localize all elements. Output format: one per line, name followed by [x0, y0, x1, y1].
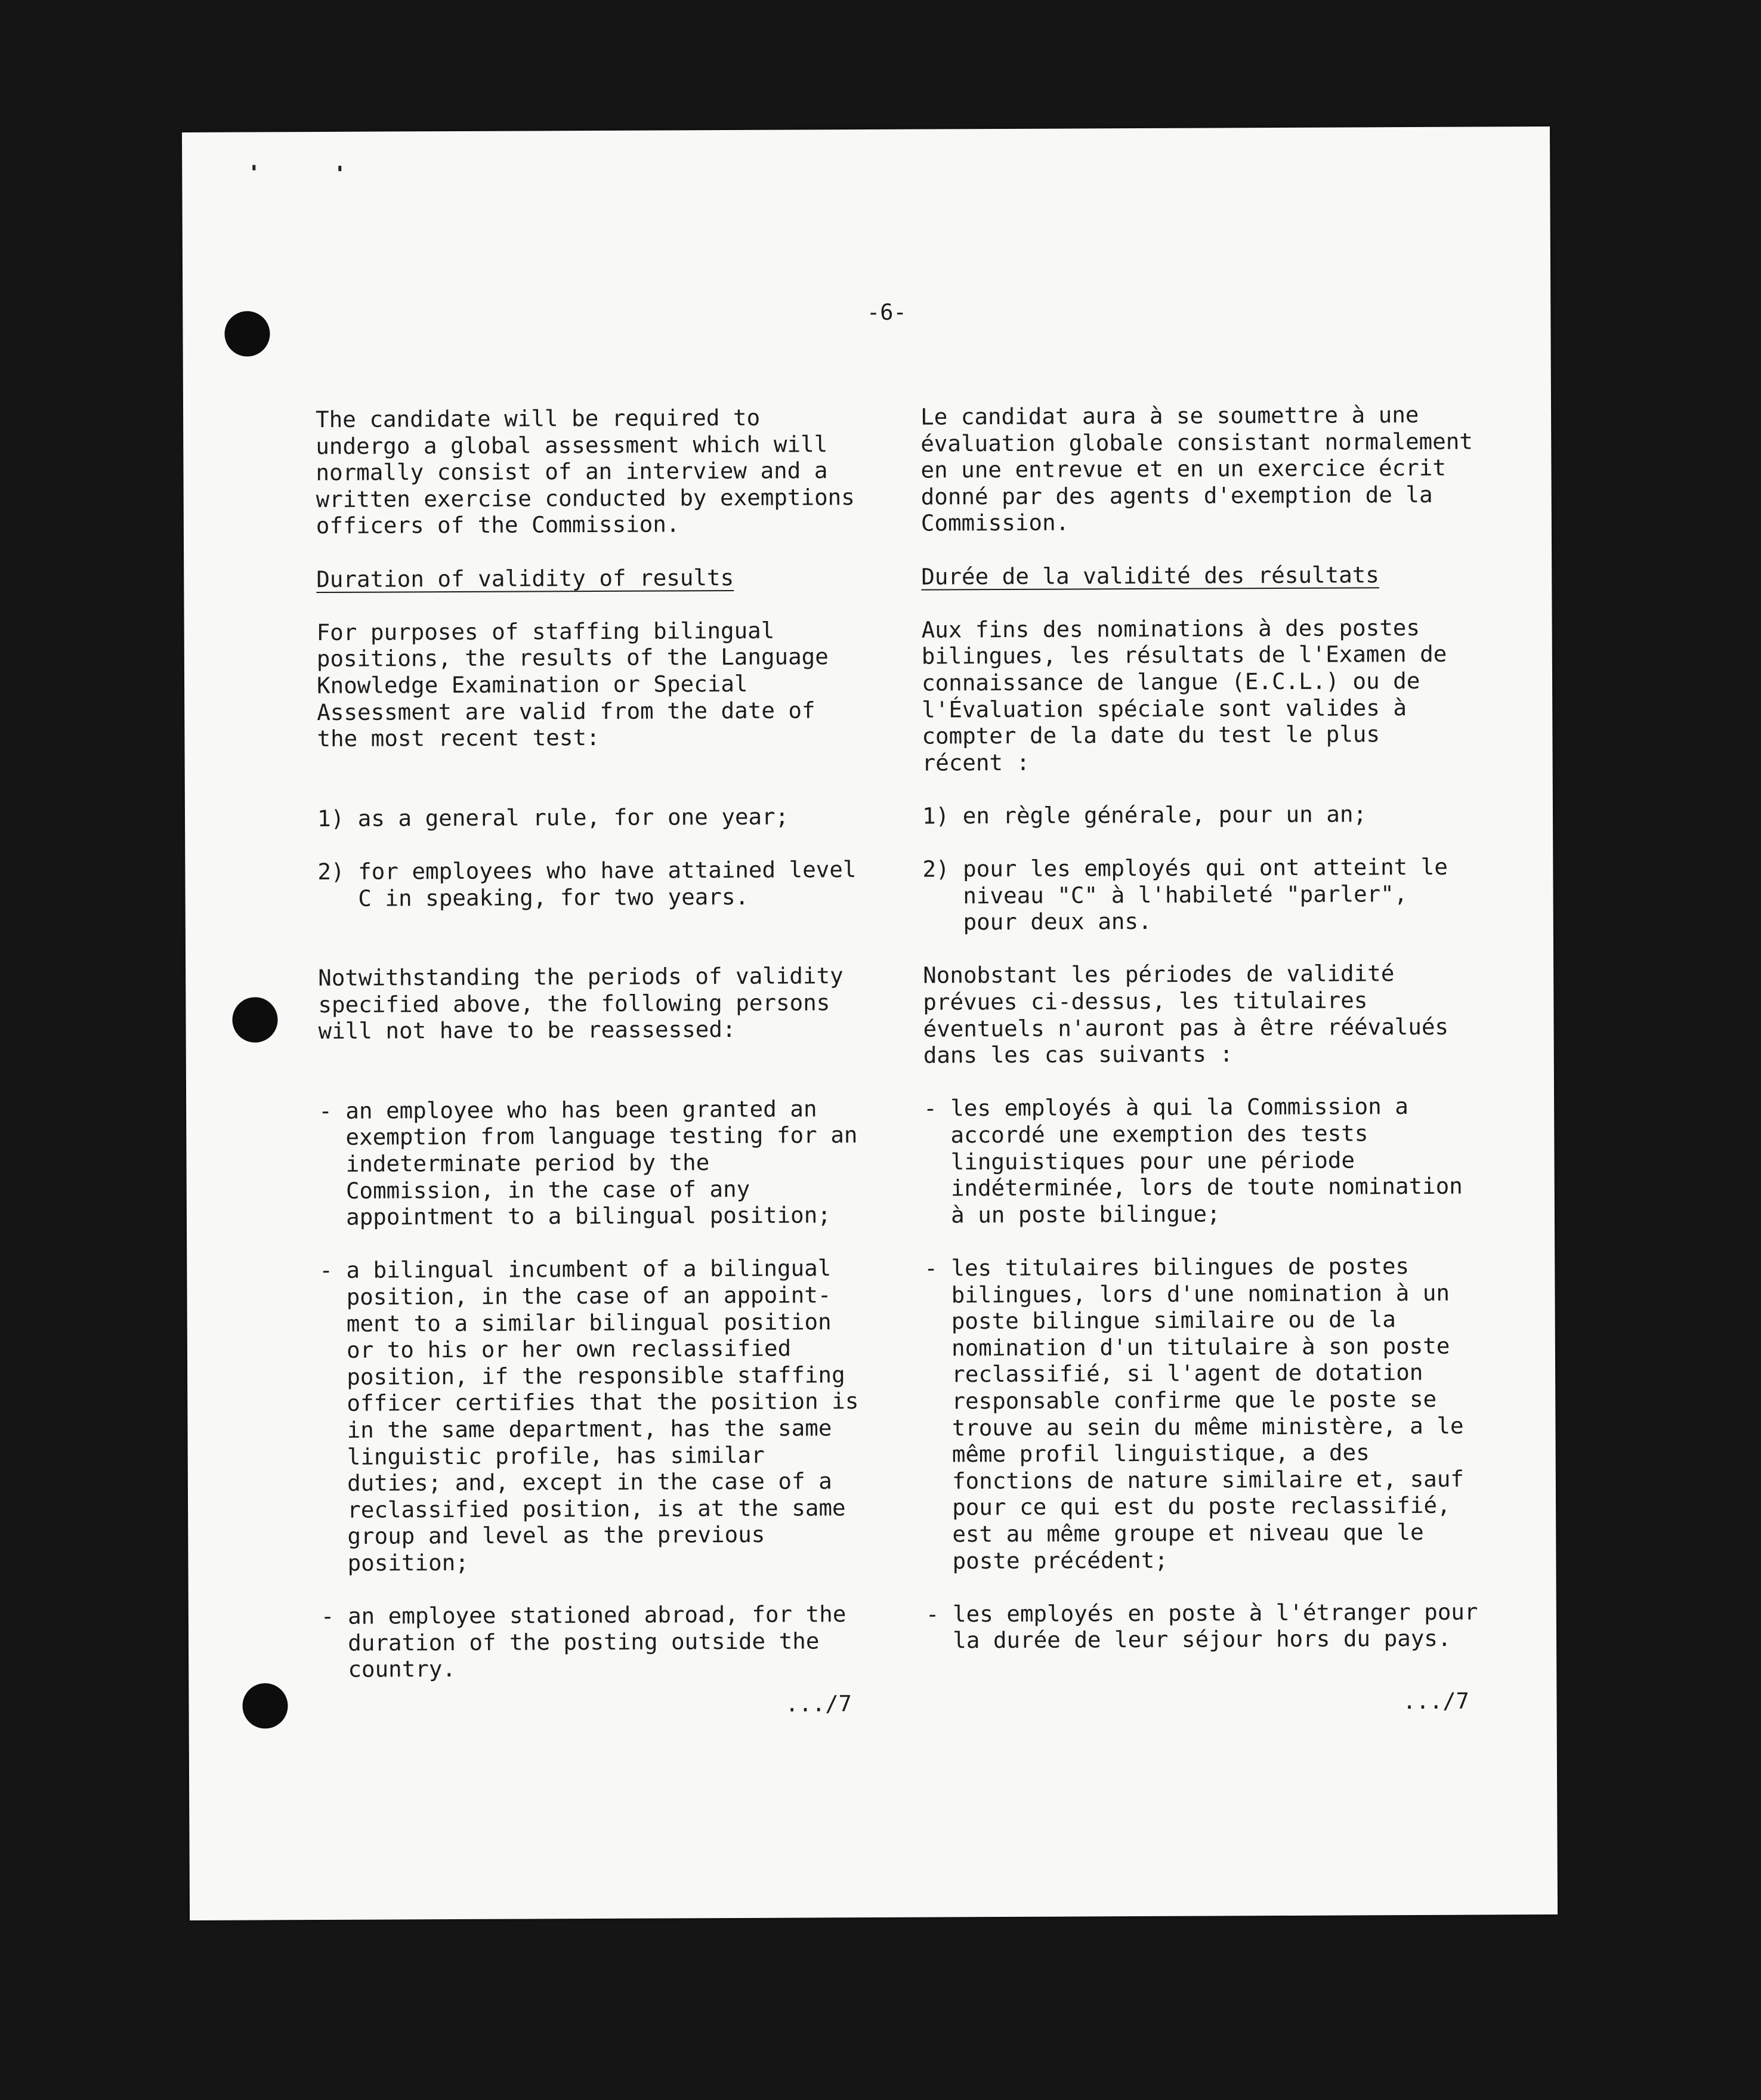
section-heading: [316, 564, 871, 593]
paper-speck: [338, 166, 341, 171]
purposes-paragraph: Aux fins des nominations à des postes bilingues, les résultats de l'Examen de connaissance de langue (E.C.L.) ou de l'Évaluation spéciale sont valides à compter de la date du test le plus récent :: [921, 614, 1447, 776]
heading-text: Durée de la validité des résultats: [921, 561, 1379, 590]
rule-item-1: 1) as a general rule, for one year;: [317, 803, 789, 832]
paper-speck: [252, 165, 255, 170]
continued-marker-french: .../7: [1402, 1688, 1469, 1715]
bullet-item-3: - les employés en poste à l'étranger pour la durée de leur séjour hors du pays.: [925, 1598, 1478, 1654]
bullet-item-1: - les employés à qui la Commission a accordé une exemption des tests linguistiques pour une période indéterminée, lors de toute nomination à un poste bilingue;: [923, 1093, 1463, 1228]
bullet-item-2: - les titulaires bilingues de postes bilingues, lors d'une nomination à un poste bilingue similaire ou de la nomination d'un titulaire à son poste reclassifié, si l'agent de dotation responsable confirme que le poste se trouve au sein du même ministère, a le même profil linguistique, a des fonctions de nature similaire et, sauf pour ce qui est du poste reclassifié, est au même groupe et niveau que le poste précédent;: [924, 1253, 1465, 1574]
notwithstanding-paragraph: Nonobstant les périodes de validité prévues ci-dessus, les titulaires éventuels n'auront pas à être réévalués dans les cas suivants :: [923, 960, 1449, 1068]
heading-text: Duration of validity of results: [316, 564, 734, 592]
purposes-paragraph: For purposes of staffing bilingual positions, the results of the Language Knowledge Examination or Special Assessment are valid from the date of the most recent test:: [316, 617, 829, 752]
intro-paragraph: Le candidat aura à se soumettre à une évaluation globale consistant normalement en une entrevue et en un exercice écrit donné par des agents d'exemption de la Commission.: [920, 401, 1473, 536]
bullet-item-2: - a bilingual incumbent of a bilingual position, in the case of an appoint- ment to a similar bilingual position or to his or her own reclassified position, if the responsible staffing officer certifies that the position is in the same department, has the same linguistic profile, has similar duties; and, except in the case of a reclassified position, is at the same group and level as the previous position;: [319, 1255, 859, 1576]
page-number: -6-: [866, 299, 907, 325]
rule-item-2: 2) pour les employés qui ont atteint le niveau "C" à l'habileté "parler", pour deux ans.: [922, 853, 1448, 935]
bullet-item-3: - an employee stationed abroad, for the duration of the posting outside the country.: [320, 1601, 846, 1683]
english-column: [316, 404, 876, 1710]
rule-item-1: 1) en règle générale, pour un an;: [922, 801, 1367, 829]
punch-hole-top: [224, 311, 270, 356]
rule-item-2: 2) for employees who have attained level C in speaking, for two years.: [317, 856, 857, 912]
intro-paragraph: The candidate will be required to undergo a global assessment which will normally consist of an interview and a written exercise conducted by exemptions officers of the Commission.: [316, 404, 855, 539]
notwithstanding-paragraph: Notwithstanding the periods of validity specified above, the following persons will not have to be reassessed:: [318, 962, 844, 1045]
section-heading: [921, 561, 1494, 590]
bullet-item-1: - an employee who has been granted an exemption from language testing for an indeterminate period by the Commission, in the case of any appointment to a bilingual position;: [319, 1095, 858, 1231]
punch-hole-middle: [232, 997, 277, 1042]
document-page: [182, 126, 1558, 1920]
continued-marker-english: .../7: [785, 1691, 852, 1717]
punch-hole-bottom: [242, 1683, 288, 1728]
french-column: [920, 401, 1499, 1681]
